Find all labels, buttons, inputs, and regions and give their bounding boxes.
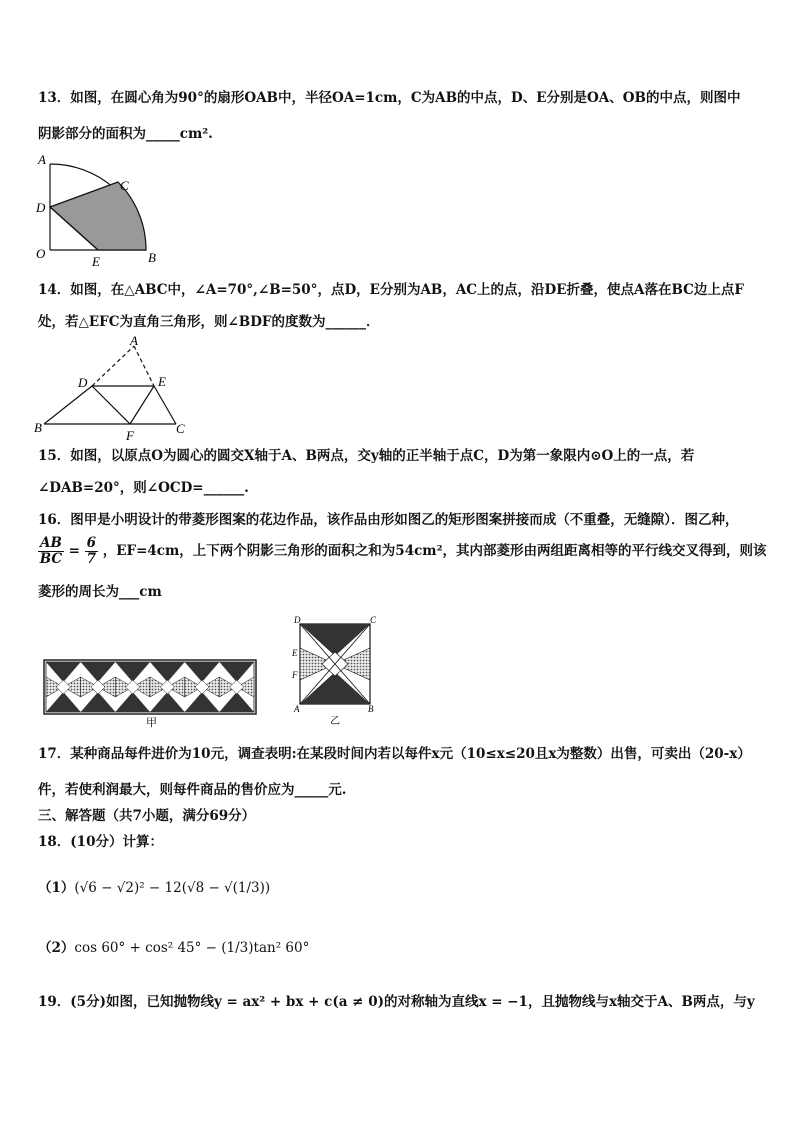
q18-part1-expression: (√6 − √2)² − 12(√8 − √(1/3)) [74, 880, 271, 896]
q16-label-yi: 乙 [330, 716, 340, 727]
q14-triangle-figure [34, 334, 194, 442]
q16-label-d: D [294, 615, 301, 625]
q16-line3: 菱形的周长为___cm [38, 584, 162, 600]
q16-label-e: E [292, 648, 298, 658]
q16-line2: $\frac{AB}{BC}$ = $\frac{6}{7}$ ，EF=4cm，上下两个阴影三角形的面积之和为54cm²，其内部菱形由两组距离相等的平行线交叉得到，则该 [39, 535, 767, 567]
q14-line2: 处，若△EFC为直角三角形，则∠BDF的度数为______． [38, 314, 380, 330]
q14-label-d: D [78, 375, 88, 390]
q13-line1: 13．如图，在圆心角为90°的扇形OAB中，半径OA=1cm，C为AB的中点，D、E分别是OA、OB的中点，则图中 [38, 90, 741, 106]
q13-label-c: C [120, 178, 129, 193]
q14-label-b: B [34, 420, 42, 435]
q16-figure-jia [40, 658, 264, 728]
q18-title: 18．(10分）计算： [38, 834, 163, 850]
q13-label-a: A [38, 152, 46, 167]
q19-line1: 19．(5分)如图，已知抛物线y = ax² + bx + c(a ≠ 0)的对称轴为直线x = −1，且抛物线与x轴交于A、B两点，与y [38, 994, 755, 1010]
q14-line1: 14．如图，在△ABC中，∠A=70°,∠B=50°，点D，E分别为AB，AC上的点，沿DE折叠，使点A落在BC边上点F [38, 282, 745, 298]
q17-line2: 件，若使利润最大，则每件商品的售价应为_____元. [38, 782, 347, 798]
q16-label-f: F [292, 670, 298, 680]
q13-label-d: D [36, 200, 46, 215]
q16-label-jia: 甲 [146, 717, 157, 728]
q14-label-c: C [176, 421, 185, 436]
q14-label-e: E [158, 374, 166, 389]
q13-sector-figure [36, 150, 166, 268]
q18-part1: （1）(√6 − √2)² − 12(√8 − √(1/3)) [38, 880, 271, 896]
q13-label-b: B [148, 250, 156, 265]
q17-line1: 17．某种商品每件进价为10元，调查表明:在某段时间内若以每件x元（10≤x≤20且x为整数）出售，可卖出（20-x） [38, 746, 751, 762]
q16-fraction-ab-bc: $\frac{AB}{BC}$ [39, 535, 63, 567]
q13-line2: 阴影部分的面积为_____cm². [38, 126, 213, 142]
q16-figure-yi [290, 614, 380, 728]
q16-label-a: A [294, 704, 300, 714]
q15-line2: ∠DAB=20°，则∠OCD=______. [38, 480, 249, 496]
q13-label-e: E [92, 254, 100, 268]
q15-line1: 15．如图，以原点O为圆心的圆交X轴于A、B两点，交y轴的正半轴于点C，D为第一象限内⊙O上的一点，若 [38, 448, 695, 464]
section-3-heading: 三、解答题（共7小题，满分69分） [38, 808, 256, 824]
q16-line1: 16．图甲是小明设计的带菱形图案的花边作品，该作品由形如图乙的矩形图案拼接而成（不重叠，无缝隙）．图乙种， [38, 512, 739, 528]
q14-label-f: F [126, 428, 134, 442]
q18-part2-expression: cos 60° + cos² 45° − (1/3)tan² 60° [74, 940, 310, 956]
q16-fraction-6-7: $\frac{6}{7}$ [86, 535, 97, 567]
q16-label-c: C [370, 615, 377, 625]
q18-part2: （2）cos 60° + cos² 45° − (1/3)tan² 60° [38, 940, 310, 956]
q14-label-a: A [130, 334, 138, 348]
q13-label-o: O [36, 246, 46, 261]
q16-label-b: B [368, 704, 374, 714]
